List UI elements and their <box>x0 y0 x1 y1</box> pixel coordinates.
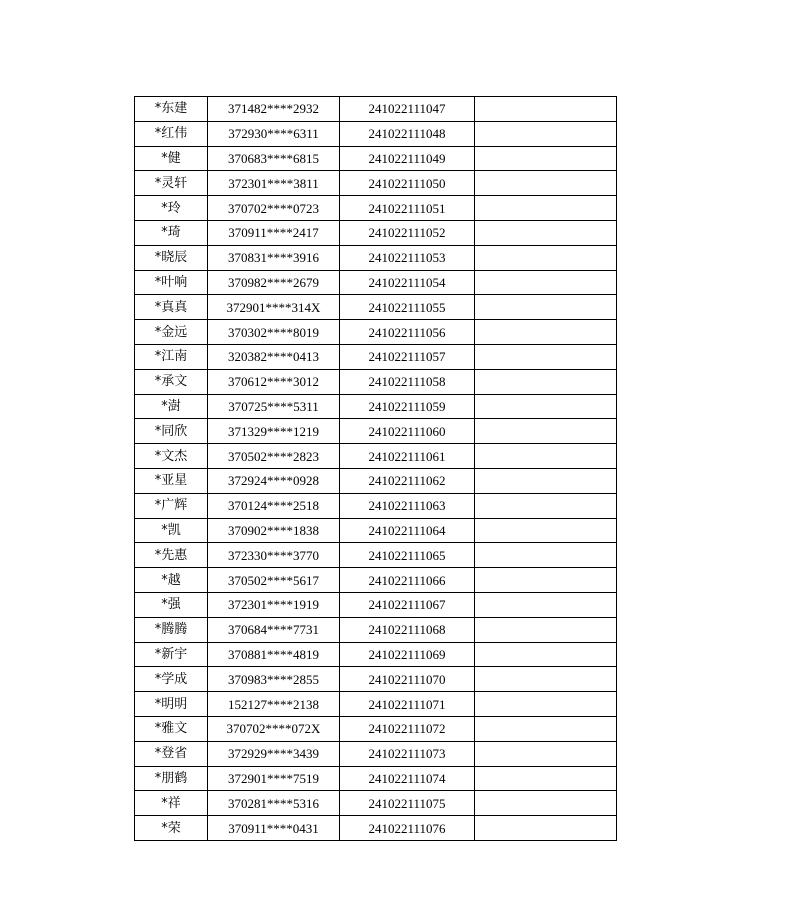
table-row <box>135 344 617 369</box>
name-cell: *祥 <box>135 791 208 816</box>
note-cell <box>475 816 617 841</box>
serial-number-cell: 241022111058 <box>340 369 475 394</box>
note-cell <box>475 667 617 692</box>
serial-number-cell: 241022111054 <box>340 270 475 295</box>
serial-number-cell: 241022111072 <box>340 716 475 741</box>
name-cell: *新宇 <box>135 642 208 667</box>
name-cell: *腾腾 <box>135 617 208 642</box>
name-cell: *文杰 <box>135 444 208 469</box>
note-cell <box>475 344 617 369</box>
table-row <box>135 543 617 568</box>
id-number-cell: 320382****0413 <box>208 344 340 369</box>
id-number-cell: 371329****1219 <box>208 419 340 444</box>
id-number-cell: 372330****3770 <box>208 543 340 568</box>
table-row <box>135 791 617 816</box>
id-number-cell: 372901****314X <box>208 295 340 320</box>
note-cell <box>475 121 617 146</box>
id-number-cell: 370702****0723 <box>208 196 340 221</box>
serial-number-cell: 241022111074 <box>340 766 475 791</box>
table-row <box>135 444 617 469</box>
table-row <box>135 320 617 345</box>
name-cell: *凯 <box>135 518 208 543</box>
serial-number-cell: 241022111069 <box>340 642 475 667</box>
serial-number-cell: 241022111068 <box>340 617 475 642</box>
serial-number-cell: 241022111056 <box>340 320 475 345</box>
table-row <box>135 741 617 766</box>
note-cell <box>475 146 617 171</box>
id-number-cell: 372301****1919 <box>208 592 340 617</box>
table-row <box>135 716 617 741</box>
serial-number-cell: 241022111061 <box>340 444 475 469</box>
id-number-cell: 370281****5316 <box>208 791 340 816</box>
id-number-cell: 370902****1838 <box>208 518 340 543</box>
table-row <box>135 419 617 444</box>
note-cell <box>475 97 617 122</box>
table-row <box>135 468 617 493</box>
note-cell <box>475 716 617 741</box>
serial-number-cell: 241022111076 <box>340 816 475 841</box>
name-cell: *江南 <box>135 344 208 369</box>
id-number-cell: 370881****4819 <box>208 642 340 667</box>
note-cell <box>475 320 617 345</box>
serial-number-cell: 241022111049 <box>340 146 475 171</box>
note-cell <box>475 543 617 568</box>
name-cell: *登省 <box>135 741 208 766</box>
id-number-cell: 372930****6311 <box>208 121 340 146</box>
name-cell: *明明 <box>135 692 208 717</box>
note-cell <box>475 295 617 320</box>
id-number-cell: 152127****2138 <box>208 692 340 717</box>
table-row <box>135 295 617 320</box>
serial-number-cell: 241022111071 <box>340 692 475 717</box>
name-cell: *先惠 <box>135 543 208 568</box>
name-cell: *荣 <box>135 816 208 841</box>
note-cell <box>475 419 617 444</box>
id-number-cell: 372929****3439 <box>208 741 340 766</box>
note-cell <box>475 592 617 617</box>
name-cell: *东建 <box>135 97 208 122</box>
note-cell <box>475 270 617 295</box>
table-row <box>135 97 617 122</box>
id-number-cell: 370502****2823 <box>208 444 340 469</box>
table-row <box>135 245 617 270</box>
table-row <box>135 196 617 221</box>
note-cell <box>475 369 617 394</box>
table-row <box>135 394 617 419</box>
name-cell: *承文 <box>135 369 208 394</box>
serial-number-cell: 241022111057 <box>340 344 475 369</box>
note-cell <box>475 617 617 642</box>
note-cell <box>475 444 617 469</box>
table-row <box>135 568 617 593</box>
name-cell: *同欣 <box>135 419 208 444</box>
note-cell <box>475 518 617 543</box>
id-number-cell: 370502****5617 <box>208 568 340 593</box>
note-cell <box>475 171 617 196</box>
serial-number-cell: 241022111059 <box>340 394 475 419</box>
table-row <box>135 667 617 692</box>
name-cell: *澍 <box>135 394 208 419</box>
table-row <box>135 270 617 295</box>
serial-number-cell: 241022111063 <box>340 493 475 518</box>
id-number-cell: 370911****2417 <box>208 220 340 245</box>
note-cell <box>475 468 617 493</box>
serial-number-cell: 241022111073 <box>340 741 475 766</box>
name-cell: *晓辰 <box>135 245 208 270</box>
id-number-cell: 370684****7731 <box>208 617 340 642</box>
table-row <box>135 220 617 245</box>
serial-number-cell: 241022111067 <box>340 592 475 617</box>
serial-number-cell: 241022111053 <box>340 245 475 270</box>
serial-number-cell: 241022111048 <box>340 121 475 146</box>
table-row <box>135 171 617 196</box>
id-number-cell: 370725****5311 <box>208 394 340 419</box>
name-cell: *红伟 <box>135 121 208 146</box>
name-cell: *朋鹤 <box>135 766 208 791</box>
table-row <box>135 766 617 791</box>
name-cell: *灵轩 <box>135 171 208 196</box>
serial-number-cell: 241022111051 <box>340 196 475 221</box>
roster-table-body <box>135 97 617 841</box>
note-cell <box>475 642 617 667</box>
note-cell <box>475 568 617 593</box>
id-number-cell: 370683****6815 <box>208 146 340 171</box>
serial-number-cell: 241022111066 <box>340 568 475 593</box>
table-row <box>135 518 617 543</box>
name-cell: *金远 <box>135 320 208 345</box>
serial-number-cell: 241022111064 <box>340 518 475 543</box>
serial-number-cell: 241022111060 <box>340 419 475 444</box>
table-row <box>135 617 617 642</box>
serial-number-cell: 241022111050 <box>340 171 475 196</box>
id-number-cell: 370302****8019 <box>208 320 340 345</box>
roster-table <box>134 96 617 841</box>
note-cell <box>475 196 617 221</box>
note-cell <box>475 741 617 766</box>
name-cell: *学成 <box>135 667 208 692</box>
serial-number-cell: 241022111070 <box>340 667 475 692</box>
table-row <box>135 369 617 394</box>
name-cell: *强 <box>135 592 208 617</box>
table-row <box>135 816 617 841</box>
serial-number-cell: 241022111047 <box>340 97 475 122</box>
name-cell: *叶响 <box>135 270 208 295</box>
table-row <box>135 692 617 717</box>
serial-number-cell: 241022111065 <box>340 543 475 568</box>
name-cell: *广辉 <box>135 493 208 518</box>
note-cell <box>475 493 617 518</box>
id-number-cell: 371482****2932 <box>208 97 340 122</box>
id-number-cell: 370911****0431 <box>208 816 340 841</box>
id-number-cell: 370702****072X <box>208 716 340 741</box>
table-row <box>135 592 617 617</box>
note-cell <box>475 692 617 717</box>
id-number-cell: 370983****2855 <box>208 667 340 692</box>
table-row <box>135 121 617 146</box>
table-row <box>135 493 617 518</box>
id-number-cell: 372301****3811 <box>208 171 340 196</box>
id-number-cell: 372924****0928 <box>208 468 340 493</box>
id-number-cell: 370982****2679 <box>208 270 340 295</box>
id-number-cell: 372901****7519 <box>208 766 340 791</box>
id-number-cell: 370831****3916 <box>208 245 340 270</box>
id-number-cell: 370124****2518 <box>208 493 340 518</box>
note-cell <box>475 766 617 791</box>
note-cell <box>475 394 617 419</box>
table-row <box>135 146 617 171</box>
serial-number-cell: 241022111055 <box>340 295 475 320</box>
name-cell: *亚星 <box>135 468 208 493</box>
note-cell <box>475 791 617 816</box>
name-cell: *健 <box>135 146 208 171</box>
id-number-cell: 370612****3012 <box>208 369 340 394</box>
serial-number-cell: 241022111075 <box>340 791 475 816</box>
name-cell: *雅文 <box>135 716 208 741</box>
name-cell: *真真 <box>135 295 208 320</box>
name-cell: *琦 <box>135 220 208 245</box>
note-cell <box>475 245 617 270</box>
note-cell <box>475 220 617 245</box>
serial-number-cell: 241022111062 <box>340 468 475 493</box>
serial-number-cell: 241022111052 <box>340 220 475 245</box>
name-cell: *越 <box>135 568 208 593</box>
name-cell: *玲 <box>135 196 208 221</box>
table-row <box>135 642 617 667</box>
